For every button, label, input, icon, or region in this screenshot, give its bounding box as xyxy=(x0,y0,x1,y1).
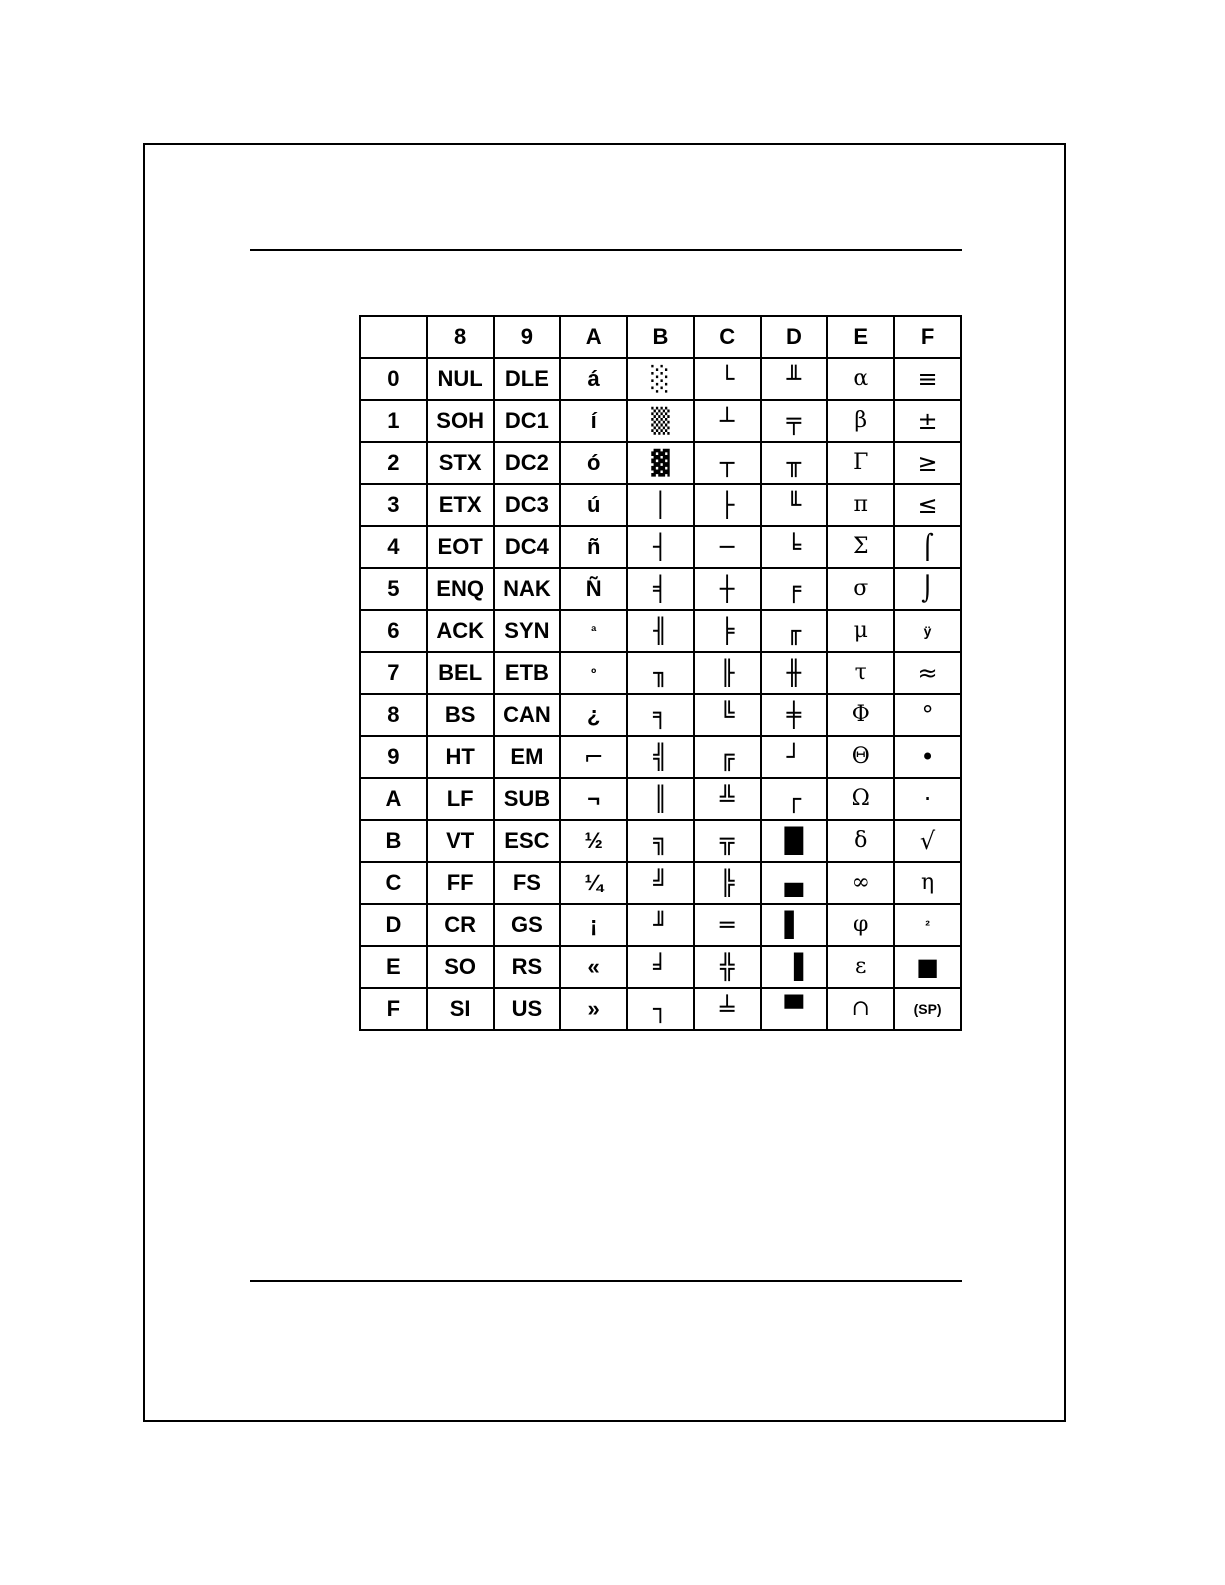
table-cell: ú xyxy=(560,484,627,526)
table-row xyxy=(360,568,961,610)
table-cell: ┴ xyxy=(694,400,761,442)
table-cell: ┬ xyxy=(694,442,761,484)
table-cell: DC1 xyxy=(494,400,561,442)
table-cell: FS xyxy=(494,862,561,904)
row-header: 6 xyxy=(360,610,427,652)
row-header: F xyxy=(360,988,427,1030)
table-cell: ≈ xyxy=(894,652,961,694)
row-header: 3 xyxy=(360,484,427,526)
table-cell: ╔ xyxy=(694,736,761,778)
table-cell: ░ xyxy=(627,358,694,400)
table-cell: ╕ xyxy=(627,694,694,736)
column-header: 8 xyxy=(427,316,494,358)
table-row xyxy=(360,778,961,820)
row-header: 2 xyxy=(360,442,427,484)
table-cell: º xyxy=(560,652,627,694)
table-cell: ª xyxy=(560,610,627,652)
table-cell: ∞ xyxy=(827,862,894,904)
table-cell: ▓ xyxy=(627,442,694,484)
table-cell: ╛ xyxy=(627,946,694,988)
column-header: 9 xyxy=(494,316,561,358)
table-cell: DC2 xyxy=(494,442,561,484)
table-cell: ╚ xyxy=(694,694,761,736)
header-rule xyxy=(250,249,962,251)
table-cell: ▐ xyxy=(761,946,828,988)
table-cell: ╫ xyxy=(761,652,828,694)
table-cell: US xyxy=(494,988,561,1030)
column-header: E xyxy=(827,316,894,358)
table-cell: ╩ xyxy=(694,778,761,820)
table-cell: σ xyxy=(827,568,894,610)
table-cell: • xyxy=(894,736,961,778)
table-cell: ÿ xyxy=(894,610,961,652)
table-cell: CR xyxy=(427,904,494,946)
table-cell: LF xyxy=(427,778,494,820)
table-cell: ó xyxy=(560,442,627,484)
table-cell: █ xyxy=(761,820,828,862)
row-header: E xyxy=(360,946,427,988)
table-cell: ▒ xyxy=(627,400,694,442)
table-cell: ╓ xyxy=(761,610,828,652)
table-header-row xyxy=(360,316,961,358)
table-cell: ¼ xyxy=(560,862,627,904)
table-cell: ² xyxy=(894,904,961,946)
table-cell: BEL xyxy=(427,652,494,694)
table-row xyxy=(360,988,961,1030)
table-cell: ╘ xyxy=(761,526,828,568)
table-cell: ╣ xyxy=(627,736,694,778)
table-cell: DLE xyxy=(494,358,561,400)
table-row xyxy=(360,862,961,904)
table-cell: ⌠ xyxy=(894,526,961,568)
table-cell: ¬ xyxy=(560,778,627,820)
table-cell: ├ xyxy=(694,484,761,526)
column-header: F xyxy=(894,316,961,358)
table-cell: EM xyxy=(494,736,561,778)
table-cell: ┐ xyxy=(627,988,694,1030)
table-cell: ┼ xyxy=(694,568,761,610)
table-row xyxy=(360,400,961,442)
footer-rule xyxy=(250,1280,962,1282)
table-cell: (SP) xyxy=(894,988,961,1030)
table-cell: ╦ xyxy=(694,820,761,862)
table-cell: Σ xyxy=(827,526,894,568)
table-cell: ╤ xyxy=(761,400,828,442)
table-cell: ≡ xyxy=(894,358,961,400)
row-header: 8 xyxy=(360,694,427,736)
table-cell: │ xyxy=(627,484,694,526)
row-header: A xyxy=(360,778,427,820)
row-header: 4 xyxy=(360,526,427,568)
table-cell: μ xyxy=(827,610,894,652)
table-cell: ╞ xyxy=(694,610,761,652)
table-cell: ≤ xyxy=(894,484,961,526)
table-cell: ° xyxy=(894,694,961,736)
table-row xyxy=(360,484,961,526)
row-header: 7 xyxy=(360,652,427,694)
table-cell: ╝ xyxy=(627,862,694,904)
table-cell: √ xyxy=(894,820,961,862)
table-row xyxy=(360,652,961,694)
table-cell: · xyxy=(894,778,961,820)
table-row xyxy=(360,526,961,568)
table-cell: ║ xyxy=(627,778,694,820)
table-cell: ε xyxy=(827,946,894,988)
table-row xyxy=(360,904,961,946)
table-row xyxy=(360,946,961,988)
row-header: D xyxy=(360,904,427,946)
table-cell: CAN xyxy=(494,694,561,736)
table-cell: ╜ xyxy=(627,904,694,946)
table-cell: ╧ xyxy=(694,988,761,1030)
character-set-table xyxy=(359,315,962,1031)
table-cell: ½ xyxy=(560,820,627,862)
table-row xyxy=(360,736,961,778)
row-header: 1 xyxy=(360,400,427,442)
row-header: C xyxy=(360,862,427,904)
table-cell: δ xyxy=(827,820,894,862)
column-header: C xyxy=(694,316,761,358)
table-cell: SYN xyxy=(494,610,561,652)
table-cell: í xyxy=(560,400,627,442)
column-header: A xyxy=(560,316,627,358)
table-cell: ⌡ xyxy=(894,568,961,610)
table-row xyxy=(360,694,961,736)
table-cell: ▄ xyxy=(761,862,828,904)
table-cell: ╥ xyxy=(761,442,828,484)
table-cell: φ xyxy=(827,904,894,946)
table-cell: ∩ xyxy=(827,988,894,1030)
table-cell: RS xyxy=(494,946,561,988)
table-cell: β xyxy=(827,400,894,442)
table-cell: ▀ xyxy=(761,988,828,1030)
table-cell: ╠ xyxy=(694,862,761,904)
table-cell: ENQ xyxy=(427,568,494,610)
column-header: D xyxy=(761,316,828,358)
table-cell: FF xyxy=(427,862,494,904)
table-cell: ╡ xyxy=(627,568,694,610)
table-cell: ACK xyxy=(427,610,494,652)
table-cell: τ xyxy=(827,652,894,694)
table-cell: GS xyxy=(494,904,561,946)
table-cell: DC4 xyxy=(494,526,561,568)
table-cell: ¡ xyxy=(560,904,627,946)
table-cell: ╖ xyxy=(627,652,694,694)
table-row xyxy=(360,358,961,400)
table-cell: EOT xyxy=(427,526,494,568)
table-cell: η xyxy=(894,862,961,904)
table-cell: ╗ xyxy=(627,820,694,862)
table-cell: α xyxy=(827,358,894,400)
table-cell: ╬ xyxy=(694,946,761,988)
table-cell: BS xyxy=(427,694,494,736)
table-cell: ñ xyxy=(560,526,627,568)
table-cell: ─ xyxy=(694,526,761,568)
column-header: B xyxy=(627,316,694,358)
table-cell: Ω xyxy=(827,778,894,820)
table-cell: ≥ xyxy=(894,442,961,484)
table-cell: ╙ xyxy=(761,484,828,526)
table-cell: ╟ xyxy=(694,652,761,694)
table-cell: ETX xyxy=(427,484,494,526)
table-cell: ETB xyxy=(494,652,561,694)
table-cell: ¿ xyxy=(560,694,627,736)
table-cell: ┌ xyxy=(761,778,828,820)
table-cell: VT xyxy=(427,820,494,862)
row-header: B xyxy=(360,820,427,862)
table-cell: SUB xyxy=(494,778,561,820)
table-cell: Θ xyxy=(827,736,894,778)
table-cell: HT xyxy=(427,736,494,778)
row-header: 9 xyxy=(360,736,427,778)
table-cell: DC3 xyxy=(494,484,561,526)
table-cell: SOH xyxy=(427,400,494,442)
row-header: 5 xyxy=(360,568,427,610)
table-cell: SO xyxy=(427,946,494,988)
table-cell: á xyxy=(560,358,627,400)
table-cell: ╪ xyxy=(761,694,828,736)
table-cell: ═ xyxy=(694,904,761,946)
table-cell: » xyxy=(560,988,627,1030)
table-row xyxy=(360,610,961,652)
table-cell: ┤ xyxy=(627,526,694,568)
table-cell: ■ xyxy=(894,946,961,988)
table-cell: NUL xyxy=(427,358,494,400)
table-cell: ╨ xyxy=(761,358,828,400)
table-cell: Γ xyxy=(827,442,894,484)
table-cell: ± xyxy=(894,400,961,442)
row-header: 0 xyxy=(360,358,427,400)
table-cell: ╒ xyxy=(761,568,828,610)
table-cell: SI xyxy=(427,988,494,1030)
table-cell: STX xyxy=(427,442,494,484)
table-row xyxy=(360,442,961,484)
table-cell: Ñ xyxy=(560,568,627,610)
table-cell: ╢ xyxy=(627,610,694,652)
table-cell: Φ xyxy=(827,694,894,736)
column-header xyxy=(360,316,427,358)
table-row xyxy=(360,820,961,862)
table-cell: NAK xyxy=(494,568,561,610)
table-cell: ┘ xyxy=(761,736,828,778)
table-cell: └ xyxy=(694,358,761,400)
table-cell: ▌ xyxy=(761,904,828,946)
table-cell: π xyxy=(827,484,894,526)
table-cell: ⌐ xyxy=(560,736,627,778)
table-cell: ESC xyxy=(494,820,561,862)
table-cell: « xyxy=(560,946,627,988)
